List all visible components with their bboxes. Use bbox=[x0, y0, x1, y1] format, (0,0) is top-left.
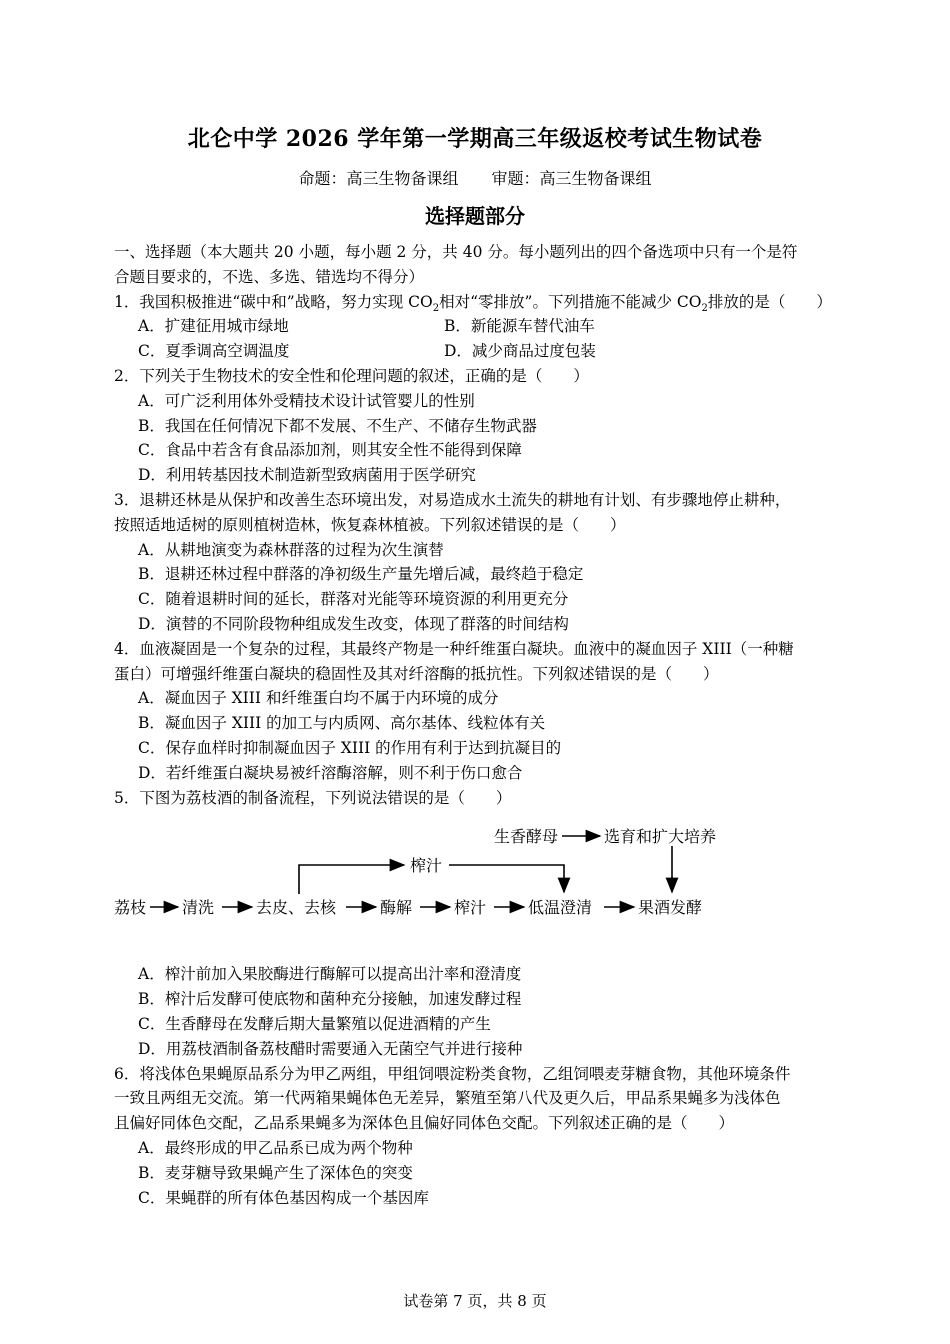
reviewer-label: 审题：高三生物备课组 bbox=[491, 169, 652, 188]
question-5-stem: 5．下图为荔枝酒的制备流程，下列说法错误的是（ ） bbox=[114, 788, 512, 807]
q3-option-d[interactable]: D．演替的不同阶段物种组成发生改变，体现了群落的时间结构 bbox=[138, 614, 569, 633]
question-2-stem: 2．下列关于生物技术的安全性和伦理问题的叙述，正确的是（ ） bbox=[114, 366, 589, 385]
step-enzymolysis: 酶解 bbox=[380, 898, 413, 918]
question-4-stem-1: 4．血液凝固是一个复杂的过程，其最终产物是一种纤维蛋白凝块。血液中的凝血因子 XIII（一种糖 bbox=[114, 639, 794, 658]
step-wine-ferment: 果酒发酵 bbox=[638, 898, 703, 918]
q5-option-a[interactable]: A．榨汁前加入果胶酶进行酶解可以提高出汁率和澄清度 bbox=[138, 965, 522, 984]
lychee-wine-flow-diagram bbox=[114, 812, 844, 962]
q4-option-a[interactable]: A．凝血因子 XIII 和纤维蛋白均不属于内环境的成分 bbox=[138, 689, 499, 708]
question-6-stem-3: 且偏好同体色交配，乙品系果蝇多为深体色且偏好同体色交配。下列叙述正确的是（ ） bbox=[114, 1114, 735, 1133]
flow-arrows bbox=[114, 812, 844, 962]
q4-option-b[interactable]: B．凝血因子 XIII 的加工与内质网、高尔基体、线粒体有关 bbox=[138, 714, 546, 733]
bypass-line-down bbox=[449, 865, 564, 892]
question-1-options-row-2 bbox=[114, 339, 844, 364]
page-footer: 试卷第 7 页，共 8 页 bbox=[403, 1292, 547, 1310]
q2-option-d[interactable]: D．利用转基因技术制造新型致病菌用于医学研究 bbox=[138, 466, 476, 485]
question-3-stem-1: 3．退耕还林是从保护和改善生态环境出发，对易造成水土流失的耕地有计划、有步骤地停止耕种， bbox=[114, 490, 791, 509]
q1-option-b[interactable]: B．新能源车替代油车 bbox=[444, 317, 595, 336]
q3-option-b[interactable]: B．退耕还林过程中群落的净初级生产量先增后减，最终趋于稳定 bbox=[138, 565, 584, 584]
step-aroma-yeast: 生香酵母 bbox=[494, 827, 559, 847]
intro-line-1: 一、选择题（本大题共 20 小题，每小题 2 分，共 40 分。每小题列出的四个备选项中只有一个是符 bbox=[114, 243, 798, 261]
question-1-stem: 1．我国积极推进“碳中和”战略，努力实现 $CO_2$相对“零排放”。下列措施不能减少 $CO_2$排放的是（ ） bbox=[114, 292, 832, 314]
step-lychee: 荔枝 bbox=[114, 898, 147, 918]
question-1-options-row-1 bbox=[114, 314, 844, 339]
q1-option-a[interactable]: A．扩建征用城市绿地 bbox=[138, 317, 289, 336]
section-title: 选择题部分 bbox=[425, 204, 525, 228]
q1-option-d[interactable]: D．减少商品过度包装 bbox=[444, 342, 596, 361]
step-wash: 清洗 bbox=[182, 898, 215, 918]
step-low-temp-clarify: 低温澄清 bbox=[528, 898, 593, 918]
q5-option-d[interactable]: D．用荔枝酒制备荔枝醋时需要通入无菌空气并进行接种 bbox=[138, 1039, 523, 1058]
q2-option-a[interactable]: A．可广泛利用体外受精技术设计试管婴儿的性别 bbox=[138, 391, 475, 410]
q3-option-a[interactable]: A．从耕地演变为森林群落的过程为次生演替 bbox=[138, 540, 444, 559]
q6-option-a[interactable]: A．最终形成的甲乙品系已成为两个物种 bbox=[138, 1138, 413, 1157]
q1-option-c[interactable]: C．夏季调高空调温度 bbox=[138, 342, 290, 361]
questions-body bbox=[114, 240, 844, 1210]
q5-option-c[interactable]: C．生香酵母在发酵后期大量繁殖以促进酒精的产生 bbox=[138, 1014, 491, 1033]
step-peel-pit: 去皮、去核 bbox=[256, 898, 337, 918]
q4-option-c[interactable]: C．保存血样时抑制凝血因子 XIII 的作用有利于达到抗凝目的 bbox=[138, 738, 562, 757]
q6-option-c[interactable]: C．果蝇群的所有体色基因构成一个基因库 bbox=[138, 1188, 429, 1207]
question-3-stem-2: 按照适地适树的原则植树造林，恢复森林植被。下列叙述错误的是（ ） bbox=[114, 515, 626, 534]
q3-option-c[interactable]: C．随着退耕时间的延长，群落对光能等环境资源的利用更充分 bbox=[138, 590, 569, 609]
q2-option-b[interactable]: B．我国在任何情况下都不发展、不生产、不储存生物武器 bbox=[138, 416, 537, 435]
q4-option-d[interactable]: D．若纤维蛋白凝块易被纤溶酶溶解，则不利于伤口愈合 bbox=[138, 763, 523, 782]
exam-credits bbox=[0, 166, 950, 189]
question-6-stem-1: 6．将浅体色果蝇原品系分为甲乙两组，甲组饲喂淀粉类食物，乙组饲喂麦芽糖食物，其他环境条件 bbox=[114, 1064, 791, 1083]
q2-option-c[interactable]: C．食品中若含有食品添加剂，则其安全性不能得到保障 bbox=[138, 441, 522, 460]
bypass-line-up bbox=[299, 865, 404, 894]
q5-option-b[interactable]: B．榨汁后发酵可使底物和菌种充分接触，加速发酵过程 bbox=[138, 990, 522, 1009]
author-label: 命题：高三生物备课组 bbox=[298, 169, 459, 188]
step-juicing-bypass: 榨汁 bbox=[410, 856, 443, 876]
intro-line-2: 合题目要求的，不选、多选、错选均不得分） bbox=[114, 267, 425, 286]
step-select-culture: 选育和扩大培养 bbox=[604, 827, 717, 847]
step-juicing: 榨汁 bbox=[454, 898, 487, 918]
q6-option-b[interactable]: B．麦芽糖导致果蝇产生了深体色的突变 bbox=[138, 1163, 413, 1182]
exam-title: 北仑中学 2026 学年第一学期高三年级返校考试生物试卷 bbox=[187, 126, 763, 152]
question-6-stem-2: 一致且两组无交流。第一代两箱果蝇体色无差异，繁殖至第八代及更久后，甲品系果蝇多为浅体色 bbox=[114, 1089, 781, 1108]
question-4-stem-2: 蛋白）可增强纤维蛋白凝块的稳固性及其对纤溶酶的抵抗性。下列叙述错误的是（ ） bbox=[114, 664, 719, 683]
